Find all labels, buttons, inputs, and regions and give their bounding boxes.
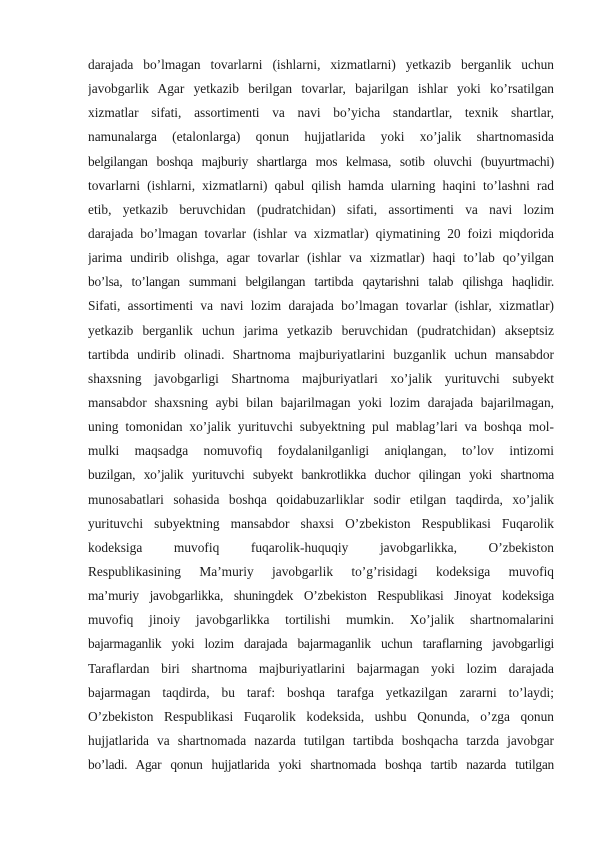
text-line: yetkazib berganlik uchun jarima yetkazib beruvchidan (pudratchidan) akseptsiz bbox=[88, 322, 554, 338]
text-line: shaxsning javobgarligi Shartnoma majburiyatlari xo’jalik yurituvchi subyekt bbox=[88, 370, 554, 386]
text-line: Sifati, assortimenti va navi lozim darajada bo’lmagan tovarlar (ishlar, xizmatlar) bbox=[88, 298, 554, 314]
text-line: muvofiq jinoiy javobgarlikka tortilishi mumkin. Xo’jalik shartnomalarini bbox=[88, 612, 554, 628]
text-line: hujjatlarida va shartnomada nazarda tutilgan tartibda boshqacha tarzda javobgar bbox=[88, 732, 554, 748]
text-line: yurituvchi subyektning mansabdor shaxsi O’zbekiston Respublikasi Fuqarolik bbox=[88, 515, 554, 531]
text-line: Respublikasining Ma’muriy javobgarlik to’g’risidagi kodeksiga muvofiq bbox=[88, 563, 554, 579]
text-line: tovarlarni (ishlarni, xizmatlarni) qabul qilish hamda ularning haqini to’lashni rad bbox=[88, 177, 554, 193]
text-line: uning tomonidan xo’jalik yurituvchi subyektning pul mablag’lari va boshqa mol- bbox=[88, 419, 554, 435]
text-line: bo’ladi. Agar qonun hujjatlarida yoki shartnomada boshqa tartib nazarda tutilgan bbox=[88, 757, 554, 773]
text-line: darajada bo’lmagan tovarlar (ishlar va xizmatlar) qiymatining 20 foizi miqdorida bbox=[88, 225, 554, 241]
text-line: bajarmagan taqdirda, bu taraf: boshqa tarafga yetkazilgan zararni to’laydi; bbox=[88, 684, 554, 700]
text-line: javobgarlik Agar yetkazib berilgan tovarlar, bajarilgan ishlar yoki ko’rsatilgan bbox=[88, 81, 554, 97]
text-line: mansabdor shaxsning aybi bilan bajarilmagan yoki lozim darajada bajarilmagan, bbox=[88, 394, 554, 410]
text-line: munosabatlari sohasida boshqa qoidabuzarliklar sodir etilgan taqdirda, xo’jalik bbox=[88, 491, 554, 507]
text-line: Taraflardan biri shartnoma majburiyatlarini bajarmagan yoki lozim darajada bbox=[88, 660, 554, 676]
text-line: belgilangan boshqa majburiy shartlarga mos kelmasa, sotib oluvchi (buyurtmachi) bbox=[88, 153, 554, 169]
text-line: O’zbekiston Respublikasi Fuqarolik kodeksida, ushbu Qonunda, o’zga qonun bbox=[88, 708, 554, 724]
text-line: bajarmaganlik yoki lozim darajada bajarmaganlik uchun taraflarning javobgarligi bbox=[88, 636, 554, 652]
body-text bbox=[88, 53, 554, 777]
text-line: kodeksiga muvofiq fuqarolik-huquqiy javobgarlikka, O’zbekiston bbox=[88, 539, 554, 555]
text-line: ma’muriy javobgarlikka, shuningdek O’zbekiston Respublikasi Jinoyat kodeksiga bbox=[88, 588, 554, 604]
text-line: buzilgan, xo’jalik yurituvchi subyekt bankrotlikka duchor qilingan yoki shartnoma bbox=[88, 467, 554, 483]
text-line: etib, yetkazib beruvchidan (pudratchidan) sifati, assortimenti va navi lozim bbox=[88, 201, 554, 217]
text-line: bo’lsa, to’langan summani belgilangan tartibda qaytarishni talab qilishga haqlidir. bbox=[88, 274, 554, 290]
text-line: mulki maqsadga nomuvofiq foydalanilganligi aniqlangan, to’lov intizomi bbox=[88, 443, 554, 459]
text-line: darajada bo’lmagan tovarlarni (ishlarni, xizmatlarni) yetkazib berganlik uchun bbox=[88, 57, 554, 72]
text-line: tartibda undirib olinadi. Shartnoma majburiyatlarini buzganlik uchun mansabdor bbox=[88, 346, 554, 362]
text-line: namunalarga (etalonlarga) qonun hujjatlarida yoki xo’jalik shartnomasida bbox=[88, 129, 554, 145]
text-line: xizmatlar sifati, assortimenti va navi bo’yicha standartlar, texnik shartlar, bbox=[88, 105, 554, 121]
text-line: jarima undirib olishga, agar tovarlar (ishlar va xizmatlar) haqi to’lab qo’yilgan bbox=[88, 250, 554, 266]
